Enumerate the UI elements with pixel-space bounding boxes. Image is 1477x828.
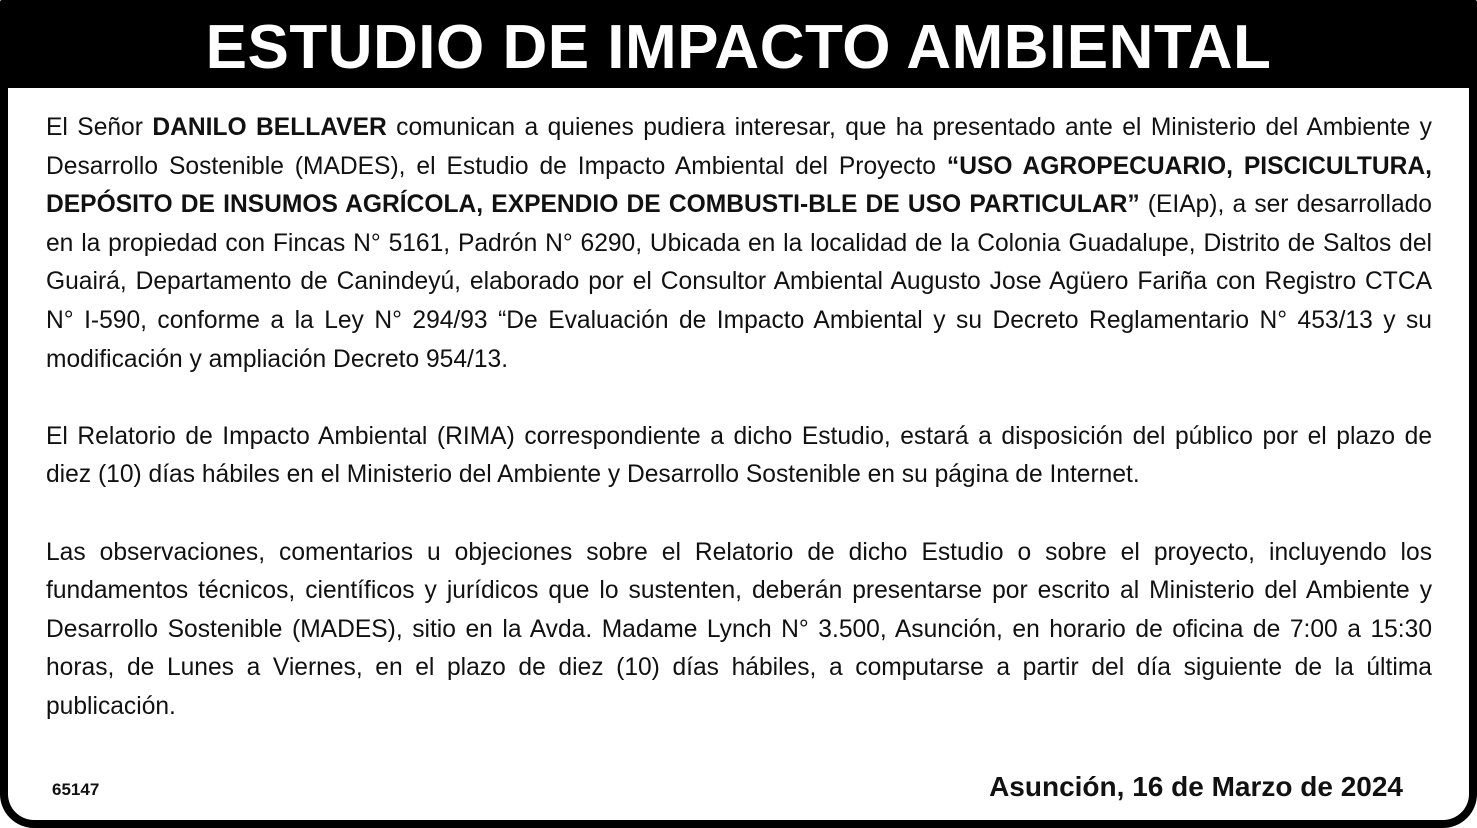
paragraph-observations: Las observaciones, comentarios u objeciones sobre el Relatorio de dicho Estudio o sobre el proyecto, incluyendo los fundamentos técnicos, científicos y jurídicos que lo sustenten, deberán presentarse por escrito al Ministerio del Ambiente y Desarrollo Sostenible (MADES), sitio en la Avda. Madame Lynch N° 3.500, Asunción, en horario de oficina de 7:00 a 15:30 horas, de Lunes a Viernes, en el plazo de diez (10) días hábiles, a computarse a partir del día siguiente de la última publicación. — [46, 538, 1432, 720]
applicant-name: DANILO BELLAVER — [152, 114, 387, 141]
notice-title: ESTUDIO DE IMPACTO AMBIENTAL — [8, 8, 1469, 88]
paragraph-rima: El Relatorio de Impacto Ambiental (RIMA) correspondiente a dicho Estudio, estará a disposición del público por el plazo de diez (10) días hábiles en el Ministerio del Ambiente y Desarrollo Sostenible en su página de Internet. — [46, 422, 1432, 489]
notice-body — [46, 109, 1432, 727]
intro-text: El Señor — [46, 114, 153, 141]
date-line: Asunción, 16 de Marzo de 2024 — [989, 771, 1403, 802]
reference-number: 65147 — [52, 780, 100, 799]
property-details-text: (EIAp), a ser desarrollado en la propiedad con Fincas N° 5161, Padrón N° 6290, Ubicada en la localidad de la Colonia Guadalupe, Distrito de Saltos del Guairá, Departamento de Canindeyú, elaborado por el Consultor Ambiental Augusto Jose Agüero Fariña con Registro CTCA N° I-590, conforme a la Ley N° 294/93 “De Evaluación de Impacto Ambiental y su Decreto Reglamentario N° 453/13 y su modificación y ampliación Decreto 954/13. — [46, 191, 1432, 373]
project-name: “USO AGROPECUARIO, PISCICULTURA, DEPÓSITO DE INSUMOS AGRÍCOLA, EXPENDIO DE COMBUSTI-BLE DE USO PARTICULAR” — [46, 152, 1432, 219]
submission-text: comunican a quienes pudiera interesar, que ha presentado ante el Ministerio del Ambiente y Desarrollo Sostenible (MADES), el Estudio de Impacto Ambiental del Proyecto — [46, 114, 1432, 180]
paragraph-submission — [46, 109, 1432, 379]
